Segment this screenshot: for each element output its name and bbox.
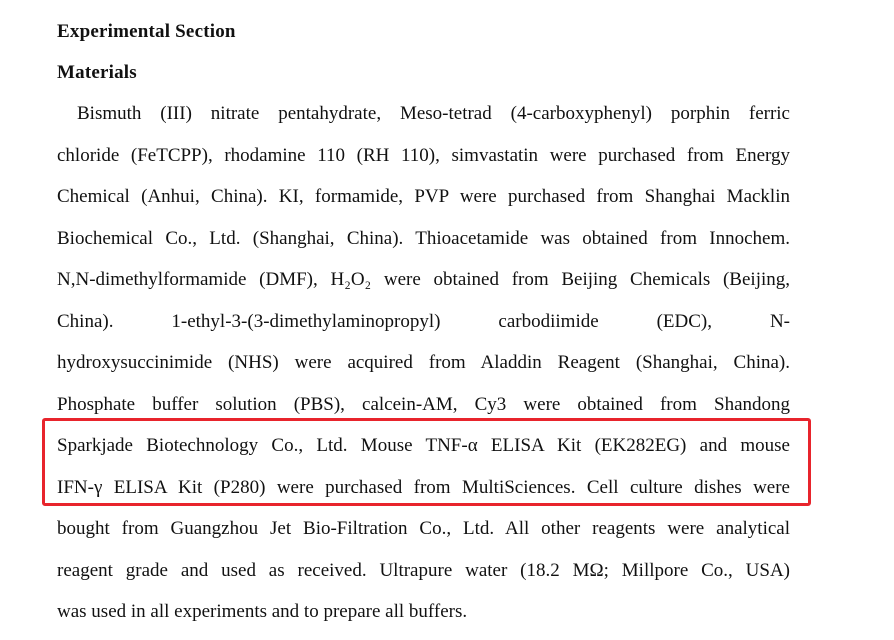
paragraph-line: chloride (FeTCPP), rhodamine 110 (RH 110), simvastatin were purchased from Energy bbox=[57, 145, 790, 166]
paragraph-line: reagent grade and used as received. Ultrapure water (18.2 MΩ; Millpore Co., USA) bbox=[57, 560, 790, 581]
paragraph-line: bought from Guangzhou Jet Bio-Filtration Co., Ltd. All other reagents were analytical bbox=[57, 518, 790, 539]
paragraph-line: Sparkjade Biotechnology Co., Ltd. Mouse TNF-α ELISA Kit (EK282EG) and mouse bbox=[57, 435, 790, 456]
paragraph-line: Phosphate buffer solution (PBS), calcein-AM, Cy3 were obtained from Shandong bbox=[57, 394, 790, 415]
paragraph-line: IFN-γ ELISA Kit (P280) were purchased from MultiSciences. Cell culture dishes were bbox=[57, 477, 790, 498]
paragraph-line: N,N-dimethylformamide (DMF), H₂O₂ were obtained from Beijing Chemicals (Beijing, bbox=[57, 269, 790, 290]
paragraph-line: Bismuth (III) nitrate pentahydrate, Meso-tetrad (4-carboxyphenyl) porphin ferric bbox=[77, 103, 790, 124]
paragraph-line: Biochemical Co., Ltd. (Shanghai, China). Thioacetamide was obtained from Innochem. bbox=[57, 228, 790, 249]
subsection-title: Materials bbox=[57, 62, 137, 83]
paragraph-line: hydroxysuccinimide (NHS) were acquired from Aladdin Reagent (Shanghai, China). bbox=[57, 352, 790, 373]
paragraph-line: China). 1-ethyl-3-(3-dimethylaminopropyl) carbodiimide (EDC), N- bbox=[57, 311, 790, 332]
section-title: Experimental Section bbox=[57, 21, 236, 42]
paragraph-line: Chemical (Anhui, China). KI, formamide, PVP were purchased from Shanghai Macklin bbox=[57, 186, 790, 207]
paragraph-line: was used in all experiments and to prepare all buffers. bbox=[57, 601, 468, 622]
